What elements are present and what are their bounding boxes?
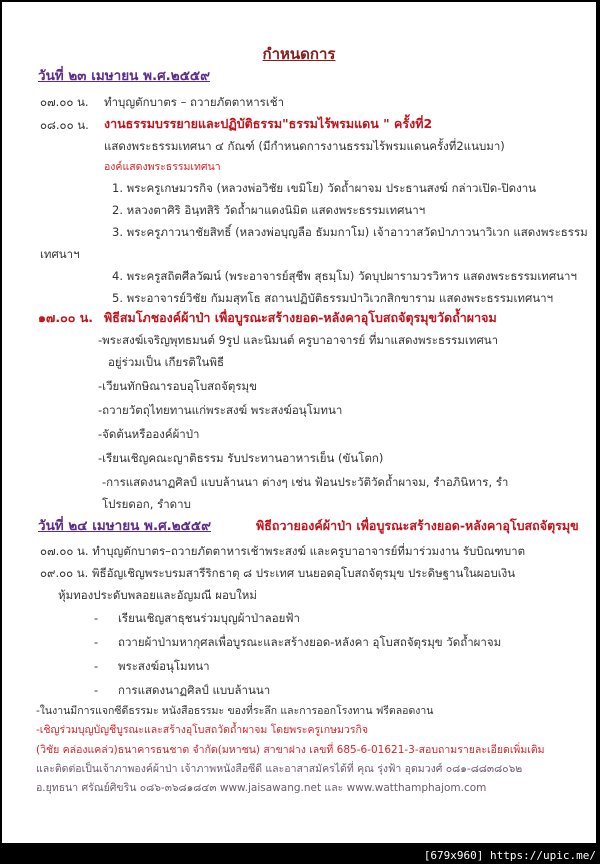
evening-item: -ถวายวัตถุไทยทานแก่พระสงฆ์ พระสงฆ์อนุโมทนา bbox=[98, 403, 343, 417]
note-contact-1: และติดต่อเป็นเจ้าภาพองค์ผ้าป่า เจ้าภาพหนังสือซีดี และอาสาสมัครได้ที่ คุณ รุ่งฟ้า อุดมวงศ์ ๐๘๑-๘๘๓๘๐๖๒ bbox=[36, 763, 523, 775]
evening-item: โปรยดอก, รำดาบ bbox=[102, 497, 191, 511]
evening-item: -พระสงฆ์เจริญพุทธมนต์ 9รูป และนิมนต์ ครูบาอาจารย์ ที่มาแสดงพระธรรมเทศนา bbox=[98, 333, 499, 347]
day2-subtitle: พิธีถวายองค์ผ้าป่า เพื่อบูรณะสร้างยอด-หลังคาอุโบสถจัตุรมุข bbox=[256, 518, 579, 533]
day2-date-heading: วันที่ ๒๔ เมษายน พ.ศ.๒๕๕๙ bbox=[38, 518, 212, 534]
note-free-items: -ในงานมีการแจกซีดีธรรมะ หนังสือธรรมะ ของที่ระลึก และการออกโรงทาน ฟรีตลอดงาน bbox=[36, 705, 434, 717]
day2-item: ๐๗.๐๐ น. ทำบุญตักบาตร–ถวายภัตตาหารเช้าพระสงฆ์ และครูบาอาจารย์ที่มาร่วมงาน รับบิณฑบาต bbox=[40, 544, 526, 558]
evening-item: -จัดต้นหรือองค์ผ้าป่า bbox=[98, 427, 200, 441]
evening-ceremony-title: พิธีสมโภชองค์ผ้าป่า เพื่อบูรณะสร้างยอด-หลังคาอุโบสถจัตุรมุขวัดถ้ำผาจม bbox=[104, 310, 497, 325]
note-bank-account: (วิชัย คล่องแคล่ว)ธนาคารธนชาต จำกัด(มหาชน) สาขาฝาง เลขที่ 685-6-01621-3-สอบถามรายละเอียดเพิ่มเติม bbox=[36, 744, 545, 756]
speaker-item: 2. หลวงตาศิริ อินฺทสิริ วัดถ้ำผาแดงนิมิต แสดงพระธรรมเทศนาฯ bbox=[112, 203, 426, 217]
day1-item-dhamma-talk: งานธรรมบรรยายและปฏิบัติธรรม"ธรรมไร้พรมแดน " ครั้งที่2 bbox=[104, 116, 433, 131]
speaker-item: 5. พระอาจารย์วิชัย กัมมสุทโธ สถานปฏิบัติธรรมป่าวิเวกสิกขาราม แสดงพระธรรมเทศนาฯ bbox=[112, 291, 554, 305]
day2-item-wrap: หุ้มทองประดับพลอยและอัญมณี ผอบใหม่ bbox=[58, 588, 257, 602]
speaker-item: 3. พระครูภาวนาชัยสิทธิ์ (หลวงพ่อบุญลือ ธัมมกาโม) เจ้าอาวาสวัดป่าภาวนาวิเวก แสดงพระธรรม bbox=[112, 225, 588, 239]
page-title: กำหนดการ bbox=[262, 45, 336, 63]
day1-time-0800: ๐๘.๐๐ น. bbox=[40, 118, 89, 132]
speaker-item: 1. พระครูเกษมวรกิจ (หลวงพ่อวิชัย เขมิโย) วัดถ้ำผาจม ประธานสงฆ์ กล่าวเปิด-ปิดงาน bbox=[112, 181, 537, 195]
evening-item: -การแสดงนาฏศิลป์ แบบล้านนา ต่างๆ เช่น ฟ้อนประวัติวัดถ้ำผาจม, รำอภินิหาร, รำ bbox=[102, 475, 509, 489]
day1-date-heading: วันที่ ๒๓ เมษายน พ.ศ.๒๕๕๙ bbox=[38, 68, 211, 84]
day2-bullet: การแสดงนาฏศิลป์ แบบล้านนา bbox=[118, 683, 271, 697]
day1-item-alms: ทำบุญตักบาตร – ถวายภัตตาหารเช้า bbox=[104, 95, 285, 109]
speakers-heading: องค์แสดงพระธรรมเทศนา bbox=[104, 161, 221, 173]
bullet-mark: - bbox=[94, 659, 99, 673]
day2-bullet: เรียนเชิญสาธุชนร่วมบุญผ้าป่าลอยฟ้า bbox=[118, 611, 300, 625]
document-page bbox=[2, 2, 596, 843]
bullet-mark: - bbox=[94, 635, 99, 649]
note-invite: -เชิญร่วมบุญบัญชีบูรณะและสร้างอุโบสถวัดถ้ำผาจม โดยพระครูเกษมวรกิจ bbox=[36, 724, 368, 736]
day2-item: ๐๙.๐๐ น. พิธีอัญเชิญพระบรมสารีริกธาตุ ๘ ประเทศ บนยอดอุโบสถจัตุรมุข ประดิษฐานในผอบเงิน bbox=[40, 566, 516, 580]
day1-time-1700: ๑๗.๐๐ น. bbox=[38, 310, 93, 325]
sermon-description: แสดงพระธรรมเทศนา ๔ กัณฑ์ (มีกำหนดการงานธรรมไร้พรมแดนครั้งที่2แนบมา) bbox=[104, 139, 505, 153]
image-host-watermark: [679x960] https://upic.me/ bbox=[423, 849, 596, 862]
day2-bullet: พระสงฆ์อนุโมทนา bbox=[118, 659, 210, 673]
day2-bullet: ถวายผ้าป่ามหากุศลเพื่อบูรณะและสร้างยอด-หลังคา อุโบสถจัตุรมุข วัดถ้ำผาจม bbox=[118, 635, 502, 649]
bullet-mark: - bbox=[94, 683, 99, 697]
evening-item: -เรียนเชิญคณะญาติธรรม รับประทานอาหารเย็น (ขันโตก) bbox=[98, 451, 384, 465]
evening-item: -เวียนทักษิณารอบอุโบสถจัตุรมุข bbox=[98, 379, 257, 393]
speaker-item-wrap: เทศนาฯ bbox=[40, 247, 80, 261]
day1-time-0700: ๐๗.๐๐ น. bbox=[40, 95, 89, 109]
evening-item: อยู่ร่วมเป็น เกียรติในพิธี bbox=[108, 355, 224, 369]
speaker-item: 4. พระครูสถิตศีลวัฒน์ (พระอาจารย์สุชีพ สุธมฺโม) วัดบุปผารามวรวิหาร แสดงพระธรรมเทศนาฯ bbox=[112, 269, 577, 283]
bullet-mark: - bbox=[94, 611, 99, 625]
note-contact-2: อ.ยุทธนา ศรัณย์ศิขริน ๐๘๖-๓๖๘๑๘๔๓ www.jaisawang.net และ www.watthamphajom.com bbox=[36, 782, 487, 794]
